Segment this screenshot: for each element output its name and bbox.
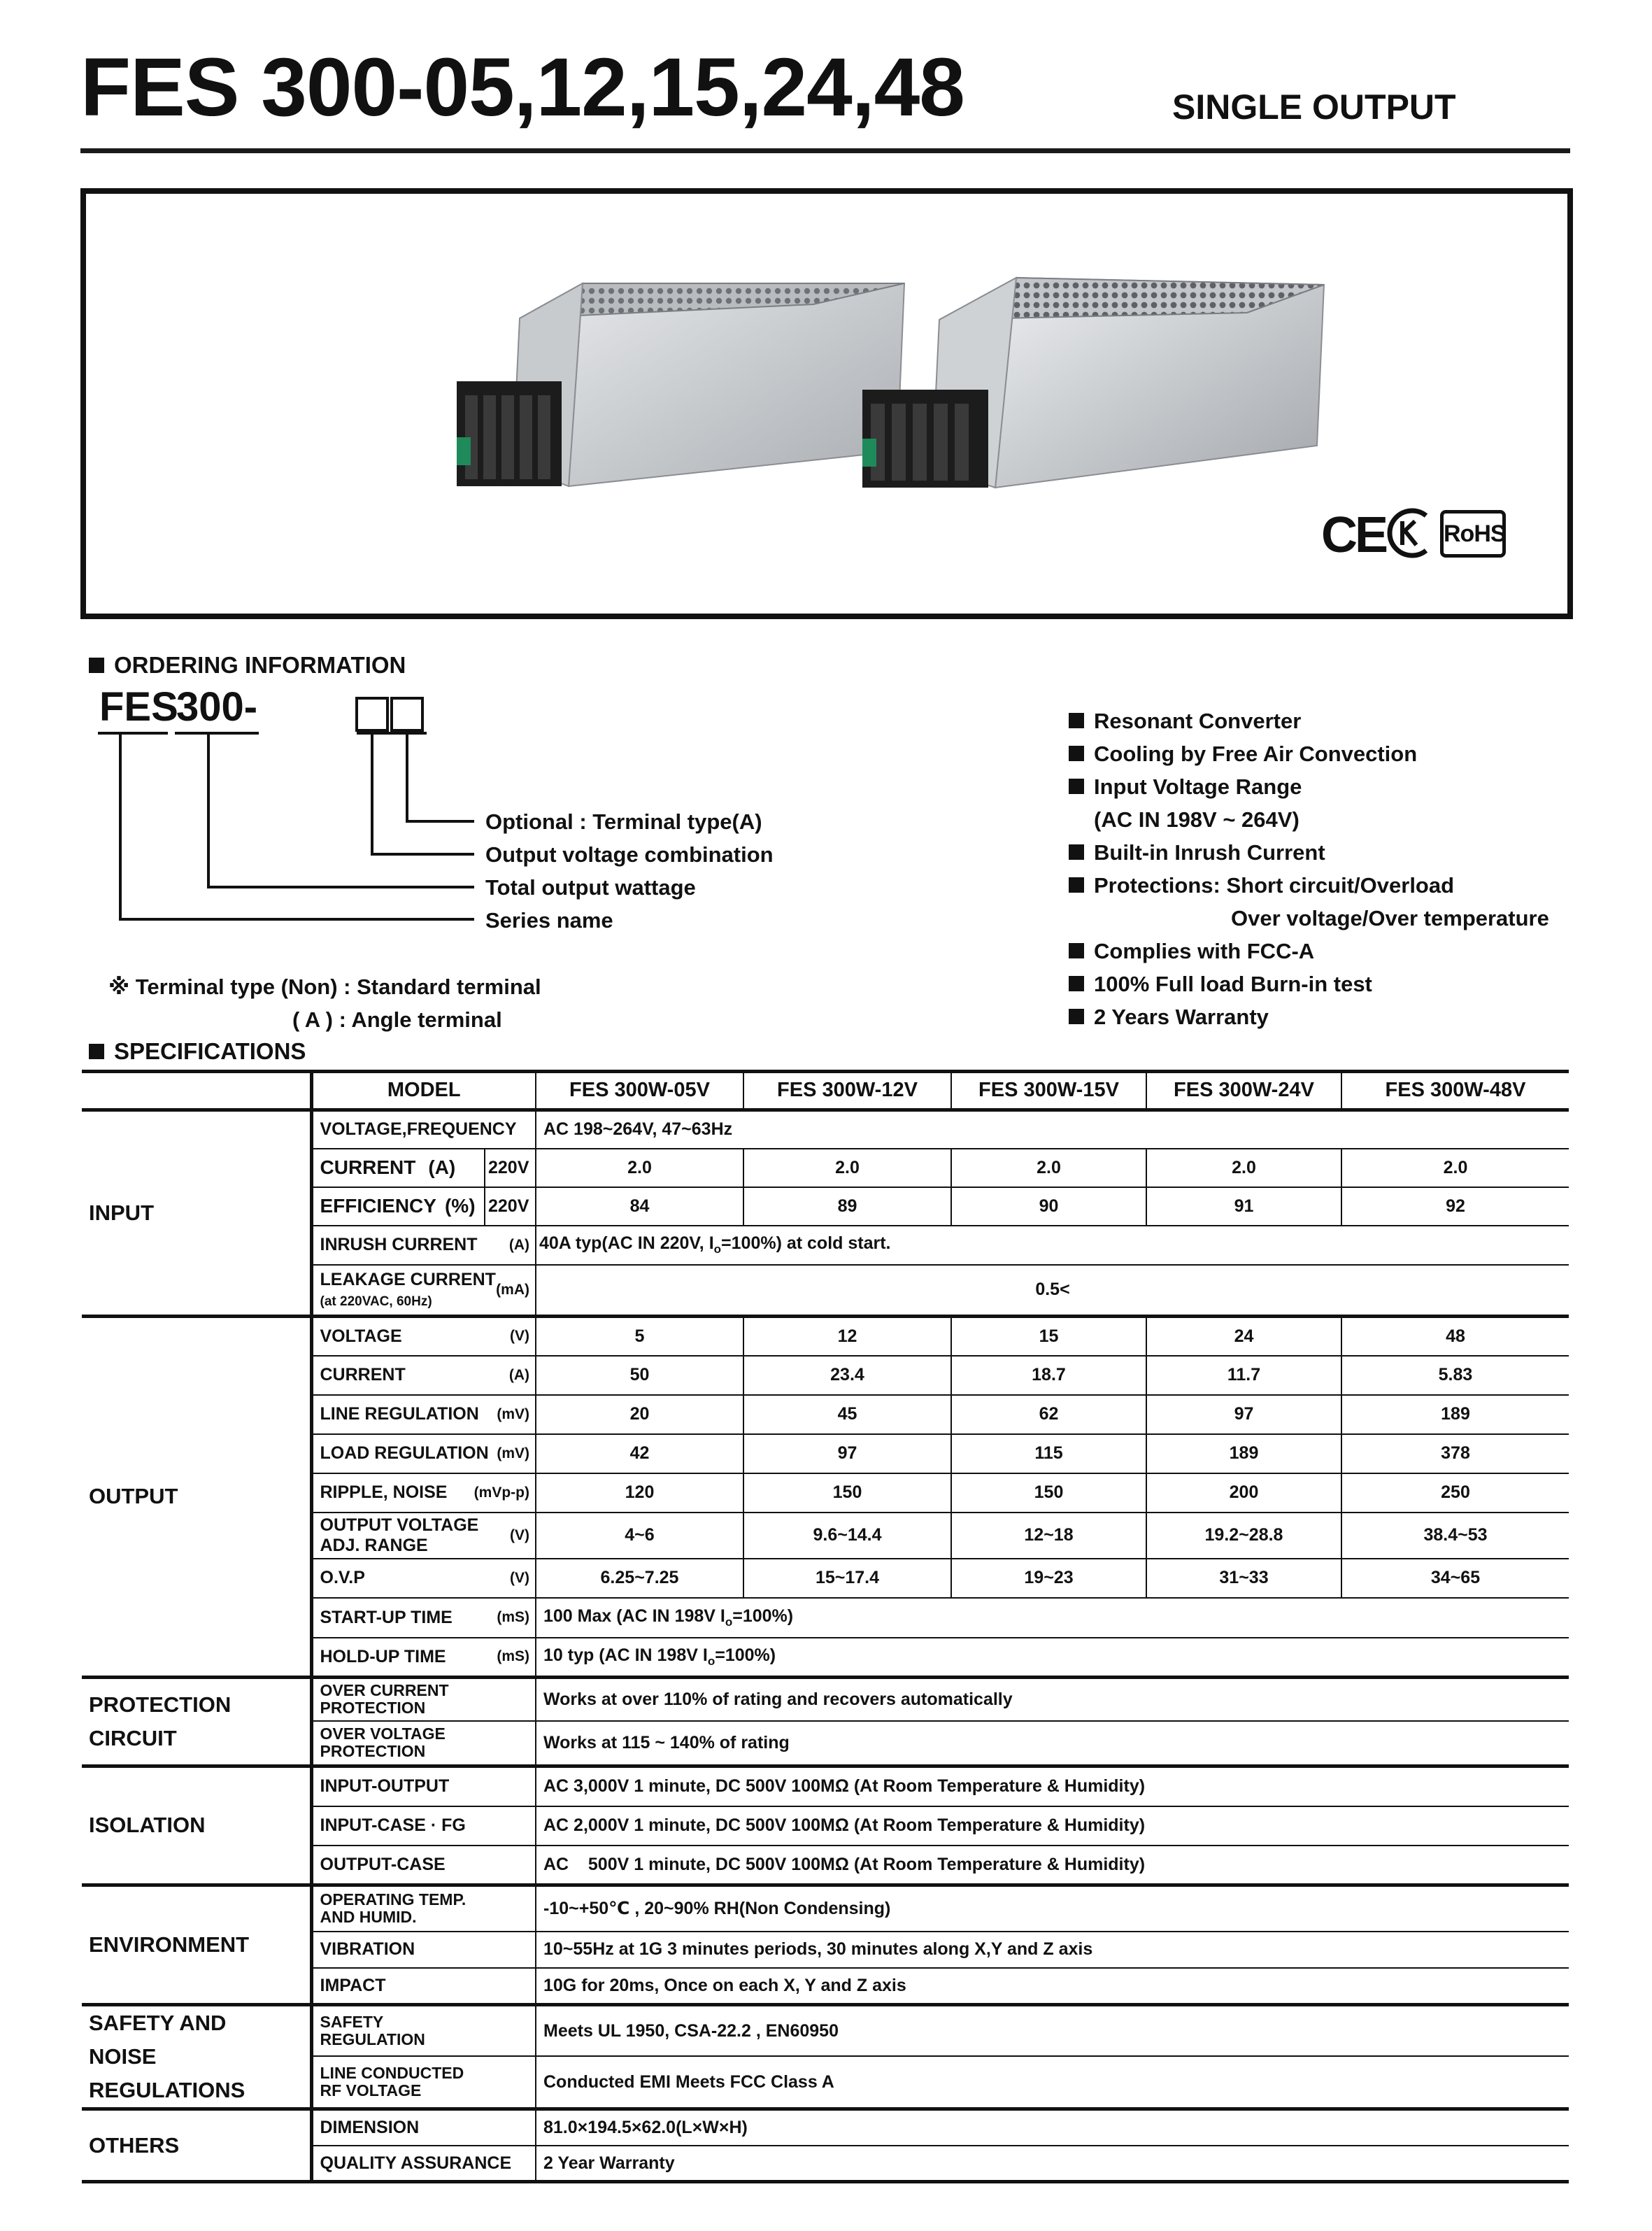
spec-value: 50 <box>536 1356 743 1395</box>
placeholder-box-2 <box>390 697 424 732</box>
square-bullet-icon <box>1069 877 1084 893</box>
spec-value: Works at 115 ~ 140% of rating <box>536 1721 1569 1766</box>
spec-value: 84 <box>536 1187 743 1226</box>
spec-value: 2.0 <box>536 1149 743 1187</box>
spec-label: RIPPLE, NOISE (mVp-p) <box>311 1473 536 1513</box>
spec-value: 89 <box>743 1187 951 1226</box>
order-label-terminal: Optional : Terminal type(A) <box>485 809 762 834</box>
title-divider <box>80 148 1570 153</box>
spec-value: 90 <box>951 1187 1146 1226</box>
spec-label: OVER CURRENT PROTECTION <box>311 1678 536 1721</box>
category-others: OTHERS <box>82 2109 311 2182</box>
spec-label: CURRENT (A) <box>311 1149 485 1187</box>
spec-label: OVER VOLTAGE PROTECTION <box>311 1721 536 1766</box>
model-name: FES 300W-15V <box>951 1072 1146 1110</box>
order-code-series: FES <box>99 684 178 730</box>
square-bullet-icon <box>1069 1009 1084 1024</box>
leader-line <box>371 733 373 854</box>
spec-value: AC 2,000V 1 minute, DC 500V 100MΩ (At Room Temperature & Humidity) <box>536 1806 1569 1846</box>
square-bullet-icon <box>1069 943 1084 958</box>
spec-label: OUTPUT VOLTAGE ADJ. RANGE (V) <box>311 1513 536 1559</box>
spec-value: 100 Max (AC IN 198V $I_o=100\%$) <box>536 1598 1569 1638</box>
feature-item: Resonant Converter <box>1069 710 1301 732</box>
spec-value: 10~55Hz at 1G 3 minutes periods, 30 minutes along X,Y and Z axis <box>536 1932 1569 1968</box>
spec-value: 9.6~14.4 <box>743 1513 951 1559</box>
spec-value: 2.0 <box>1146 1149 1341 1187</box>
table-row <box>82 1766 1569 1806</box>
spec-label: DIMENSION <box>311 2109 536 2146</box>
spec-value: 10 typ (AC IN 198V $I_o=100\%$) <box>536 1638 1569 1678</box>
spec-label: LOAD REGULATION (mV) <box>311 1434 536 1473</box>
spec-value: 42 <box>536 1434 743 1473</box>
table-row <box>82 1317 1569 1356</box>
model-name: FES 300W-12V <box>743 1072 951 1110</box>
feature-item: Cooling by Free Air Convection <box>1069 743 1417 765</box>
category-environment: ENVIRONMENT <box>82 1885 311 2005</box>
leader-line <box>119 918 474 921</box>
leader-line <box>406 733 408 821</box>
model-name: FES 300W-48V <box>1341 1072 1569 1110</box>
spec-label: INPUT-CASE · FG <box>311 1806 536 1846</box>
spec-label: OUTPUT-CASE <box>311 1846 536 1885</box>
terminal-note-standard: ※ Terminal type (Non) : Standard terminal <box>108 975 541 999</box>
power-supply-image-left <box>450 276 911 500</box>
table-row <box>82 1110 1569 1149</box>
category-isolation: ISOLATION <box>82 1766 311 1885</box>
square-bullet-icon <box>1069 844 1084 860</box>
specifications-table <box>82 1070 1569 2183</box>
spec-value: 6.25~7.25 <box>536 1559 743 1598</box>
spec-value: 19.2~28.8 <box>1146 1513 1341 1559</box>
spec-value: 150 <box>743 1473 951 1513</box>
table-row <box>82 1885 1569 1932</box>
spec-label: VIBRATION <box>311 1932 536 1968</box>
code-underline-wattage <box>175 732 259 735</box>
specifications-heading: SPECIFICATIONS <box>89 1040 306 1063</box>
square-bullet-icon <box>1069 779 1084 794</box>
spec-value: Meets UL 1950, CSA-22.2 , EN60950 <box>536 2005 1569 2056</box>
table-row <box>82 2005 1569 2056</box>
spec-value: 91 <box>1146 1187 1341 1226</box>
spec-label: QUALITY ASSURANCE <box>311 2146 536 2182</box>
spec-value: 5 <box>536 1317 743 1356</box>
leader-line <box>371 853 474 856</box>
spec-value: 18.7 <box>951 1356 1146 1395</box>
square-bullet-icon <box>1069 746 1084 761</box>
ordering-heading: ORDERING INFORMATION <box>89 653 406 677</box>
spec-value: -10~+50℃ , 20~90% RH(Non Condensing) <box>536 1885 1569 1932</box>
spec-value: 378 <box>1341 1434 1569 1473</box>
spec-value: 45 <box>743 1395 951 1434</box>
placeholder-box-1 <box>355 697 389 732</box>
spec-value: 20 <box>536 1395 743 1434</box>
kc-mark-icon <box>1384 507 1433 559</box>
model-name: FES 300W-05V <box>536 1072 743 1110</box>
spec-value: 120 <box>536 1473 743 1513</box>
order-label-voltage: Output voltage combination <box>485 842 774 867</box>
spec-label: INRUSH CURRENT (A) <box>311 1226 536 1265</box>
spec-value: 10G for 20ms, Once on each X, Y and Z axis <box>536 1968 1569 2005</box>
spec-value: 15~17.4 <box>743 1559 951 1598</box>
feature-item: Built-in Inrush Current <box>1069 842 1325 863</box>
table-row <box>82 2109 1569 2146</box>
order-code-wattage: 300- <box>176 684 258 730</box>
spec-value: 34~65 <box>1341 1559 1569 1598</box>
feature-item-continued: Over voltage/Over temperature <box>1231 906 1549 930</box>
spec-label: HOLD-UP TIME (mS) <box>311 1638 536 1678</box>
spec-value: 24 <box>1146 1317 1341 1356</box>
spec-value: 189 <box>1341 1395 1569 1434</box>
spec-value: 2.0 <box>743 1149 951 1187</box>
feature-item: Protections: Short circuit/Overload <box>1069 874 1454 896</box>
table-row <box>82 1678 1569 1721</box>
spec-value: AC 3,000V 1 minute, DC 500V 100MΩ (At Room Temperature & Humidity) <box>536 1766 1569 1806</box>
spec-value: 62 <box>951 1395 1146 1434</box>
model-name: FES 300W-24V <box>1146 1072 1341 1110</box>
ce-mark-icon: CE <box>1321 507 1386 563</box>
leader-line <box>406 820 474 823</box>
spec-label: IMPACT <box>311 1968 536 2005</box>
spec-condition: 220V <box>485 1149 536 1187</box>
leader-line <box>207 733 210 887</box>
category-safety: SAFETY AND NOISE REGULATIONS <box>82 2005 311 2109</box>
spec-label: VOLTAGE,FREQUENCY <box>311 1110 536 1149</box>
spec-value: 23.4 <box>743 1356 951 1395</box>
order-label-wattage: Total output wattage <box>485 875 696 900</box>
spec-value: 40A typ(AC IN 220V, $I_o=100\%$) at cold start. <box>536 1226 1569 1265</box>
spec-value: 81.0×194.5×62.0(L×W×H) <box>536 2109 1569 2146</box>
rohs-mark-icon: RoHS <box>1440 510 1506 558</box>
feature-item: Input Voltage Range <box>1069 776 1302 798</box>
category-output: OUTPUT <box>82 1317 311 1678</box>
code-underline-boxes <box>357 732 427 735</box>
spec-value: 11.7 <box>1146 1356 1341 1395</box>
spec-value: 38.4~53 <box>1341 1513 1569 1559</box>
feature-item: 100% Full load Burn-in test <box>1069 973 1372 995</box>
table-row <box>82 1072 1569 1110</box>
spec-value: 2.0 <box>1341 1149 1569 1187</box>
spec-label: VOLTAGE (V) <box>311 1317 536 1356</box>
spec-value: 97 <box>743 1434 951 1473</box>
square-bullet-icon <box>1069 976 1084 991</box>
spec-value: 2.0 <box>951 1149 1146 1187</box>
spec-value: 31~33 <box>1146 1559 1341 1598</box>
order-label-series: Series name <box>485 908 613 933</box>
spec-value: 115 <box>951 1434 1146 1473</box>
square-bullet-icon <box>89 658 104 673</box>
spec-value: 2 Year Warranty <box>536 2146 1569 2182</box>
spec-value: 15 <box>951 1317 1146 1356</box>
spec-value: 150 <box>951 1473 1146 1513</box>
feature-item: 2 Years Warranty <box>1069 1006 1269 1028</box>
spec-label: START-UP TIME (mS) <box>311 1598 536 1638</box>
spec-value: Conducted EMI Meets FCC Class A <box>536 2056 1569 2109</box>
category-input: INPUT <box>82 1110 311 1317</box>
square-bullet-icon <box>89 1044 104 1059</box>
category-protection: PROTECTION CIRCUIT <box>82 1678 311 1766</box>
spec-label: O.V.P (V) <box>311 1559 536 1598</box>
spec-value: 12~18 <box>951 1513 1146 1559</box>
spec-value: 92 <box>1341 1187 1569 1226</box>
leader-line <box>119 733 122 919</box>
terminal-note-angle: ( A ) : Angle terminal <box>292 1007 502 1032</box>
leader-line <box>207 886 474 888</box>
spec-label: INPUT-OUTPUT <box>311 1766 536 1806</box>
page-title: FES 300-05,12,15,24,48 <box>80 41 964 134</box>
spec-label: EFFICIENCY (%) <box>311 1187 485 1226</box>
spec-value: AC 198~264V, 47~63Hz <box>543 1119 733 1140</box>
spec-value: 250 <box>1341 1473 1569 1513</box>
square-bullet-icon <box>1069 713 1084 728</box>
spec-label: CURRENT (A) <box>311 1356 536 1395</box>
spec-value: 19~23 <box>951 1559 1146 1598</box>
spec-value: 12 <box>743 1317 951 1356</box>
spec-label: LEAKAGE CURRENT (at 220VAC, 60Hz) (mA) <box>311 1265 536 1317</box>
spec-value: 48 <box>1341 1317 1569 1356</box>
feature-item-continued: (AC IN 198V ~ 264V) <box>1094 807 1299 832</box>
spec-value: 4~6 <box>536 1513 743 1559</box>
spec-label: LINE CONDUCTED RF VOLTAGE <box>311 2056 536 2109</box>
spec-label: OPERATING TEMP. AND HUMID. <box>311 1885 536 1932</box>
spec-value: Works at over 110% of rating and recovers automatically <box>536 1678 1569 1721</box>
product-photo-frame <box>80 188 1573 619</box>
spec-value: 200 <box>1146 1473 1341 1513</box>
spec-value: 97 <box>1146 1395 1341 1434</box>
code-underline-series <box>98 732 168 735</box>
spec-value: 0.5< <box>536 1265 1569 1317</box>
spec-label: LINE REGULATION (mV) <box>311 1395 536 1434</box>
spec-value: 189 <box>1146 1434 1341 1473</box>
feature-item: Complies with FCC-A <box>1069 940 1314 962</box>
page-subtitle: SINGLE OUTPUT <box>1172 87 1456 127</box>
spec-label: SAFETY REGULATION <box>311 2005 536 2056</box>
model-header: MODEL <box>311 1072 536 1110</box>
spec-value: 5.83 <box>1341 1356 1569 1395</box>
spec-value: AC 500V 1 minute, DC 500V 100MΩ (At Room Temperature & Humidity) <box>536 1846 1569 1885</box>
spec-condition: 220V <box>485 1187 536 1226</box>
power-supply-image-right <box>855 271 1331 502</box>
